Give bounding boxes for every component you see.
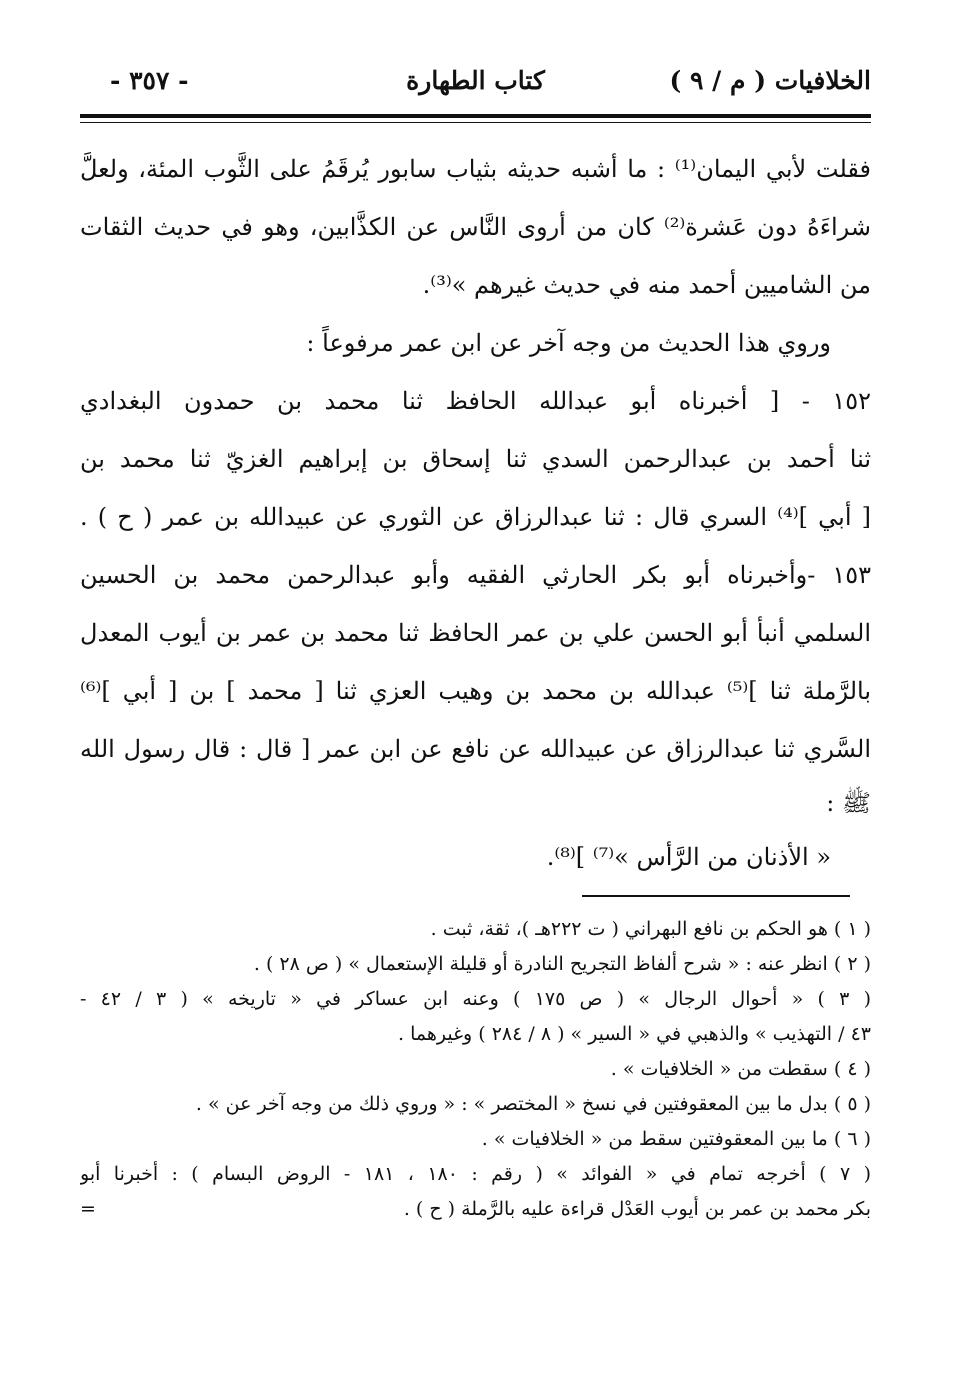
text-line: ثنا أحمد بن عبدالرحمن السدي ثنا إسحاق بن إبراهيم الغزيّ ثنا محمد بن <box>80 445 871 473</box>
main-text <box>80 140 871 886</box>
header-rule-thick <box>80 114 871 118</box>
text-line: بالرَّملة ثنا ]⁽⁵⁾ عبدالله بن محمد بن وهيب العزي ثنا [ محمد ] بن [ أبي ]⁽⁶⁾ <box>80 677 871 705</box>
footnote-7-continued <box>80 1192 871 1227</box>
text-line: السَّري ثنا عبدالرزاق عن عبيدالله عن نافع عن ابن عمر [ قال : قال رسول الله <box>80 735 871 763</box>
footnote-5: ( ٥ ) بدل ما بين المعقوفتين في نسخ « المختصر » : « وروي ذلك من وجه آخر عن » . <box>195 1093 871 1115</box>
chapter-title: كتاب الطهارة <box>406 66 545 95</box>
text-line: فقلت لأبي اليمان⁽¹⁾ : ما أشبه حديثه بثياب سابور يُرقَمُ على الثَّوب المئة، ولعلَّ <box>80 155 871 183</box>
footnote-2: ( ٢ ) انظر عنه : « شرح ألفاظ التجريح النادرة أو قليلة الإستعمال » ( ص ٢٨ ) . <box>253 953 871 975</box>
text-line: [ أبي ]⁽⁴⁾ السري قال : ثنا عبدالرزاق عن الثوري عن عبيدالله بن عمر ( ح ) . <box>80 503 871 531</box>
hadith-text-line: « الأذنان من الرَّأس »⁽⁷⁾ ]⁽⁸⁾. <box>546 843 831 871</box>
footnote-6: ( ٦ ) ما بين المعقوفتين سقط من « الخلافيات » . <box>481 1128 871 1150</box>
footnote-1: ( ١ ) هو الحكم بن نافع البهراني ( ت ٢٢٢هـ )، ثقة، ثبت . <box>430 918 871 940</box>
text-line: السلمي أنبأ أبو الحسن علي بن عمر الحافظ ثنا محمد بن عمر بن أيوب المعدل <box>80 619 871 647</box>
hadith-152-line: ١٥٢ - [ أخبرناه أبو عبدالله الحافظ ثنا محمد بن حمدون البغدادي <box>80 387 871 415</box>
footnote-7-continued-text: بكر محمد بن عمر بن أيوب العَدْل قراءة عليه بالرَّملة ( ح ) . <box>403 1198 871 1220</box>
running-title: الخلافيات ( م / ٩ ) <box>669 66 871 95</box>
header-rule-thin <box>80 122 871 123</box>
text-line: من الشاميين أحمد منه في حديث غيرهم »⁽³⁾. <box>422 271 871 299</box>
page-number: - ٣٥٧ - <box>110 66 189 95</box>
page-header <box>80 66 871 106</box>
text-line: شراءَهُ دون عَشرة⁽²⁾ كان من أروى النَّاس عن الكذَّابين، وهو في حديث الثقات <box>80 213 871 241</box>
footnote-3: ( ٣ ) « أحوال الرجال » ( ص ١٧٥ ) وعنه ابن عساكر في « تاريخه » ( ٣ / ٤٢ - <box>80 988 871 1010</box>
footnote-7: ( ٧ ) أخرجه تمام في « الفوائد » ( رقم : ١٨٠ ، ١٨١ - الروض البسام ) : أخبرنا أبو <box>80 1163 871 1185</box>
footnote-4: ( ٤ ) سقطت من « الخلافيات » . <box>610 1058 871 1080</box>
footnote-separator <box>582 895 850 897</box>
text-line: ﷺ : <box>826 789 871 817</box>
text-line: وروي هذا الحديث من وجه آخر عن ابن عمر مرفوعاً : <box>306 329 831 357</box>
footnotes <box>80 912 871 1227</box>
footnote-3-continued: ٤٣ / التهذيب » والذهبي في « السير » ( ٨ / ٢٨٤ ) وغيرهما . <box>398 1023 871 1045</box>
continuation-mark: = <box>80 1198 96 1220</box>
hadith-153-line: ١٥٣ -وأخبرناه أبو بكر الحارثي الفقيه وأبو عبدالرحمن محمد بن الحسين <box>80 561 871 589</box>
